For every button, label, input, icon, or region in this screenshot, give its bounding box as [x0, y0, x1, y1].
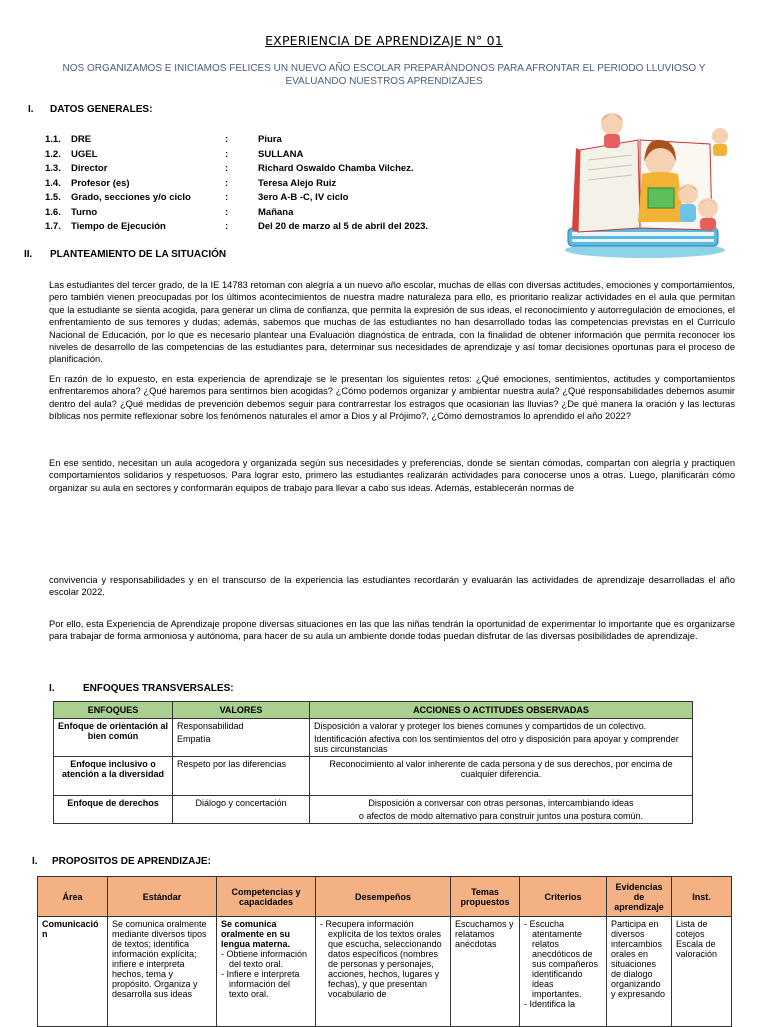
valores-cell — [173, 796, 310, 824]
acciones-cell — [310, 719, 693, 757]
item-value: SULLANA — [258, 148, 304, 160]
column-header: Criterios — [520, 877, 607, 917]
capacidad-text: Obtiene información del texto oral. — [226, 949, 308, 969]
inst-cell — [672, 917, 732, 1027]
item-key: DRE — [71, 134, 92, 145]
propositos-table — [37, 876, 732, 1027]
children-reading-illustration — [560, 100, 730, 260]
desempenos-list — [320, 919, 446, 999]
item-value: Del 20 de marzo al 5 de abril del 2023. — [258, 221, 429, 232]
item-number: 1.6. — [45, 206, 61, 218]
section-label: DATOS GENERALES: — [50, 104, 153, 115]
item-colon: : — [225, 177, 229, 189]
item-number: 1.2. — [45, 148, 61, 160]
item-value: 3ero A-B -C, IV ciclo — [258, 192, 349, 203]
datos-row — [45, 134, 428, 149]
accion-text: o afectos de modo alternativo para construir juntos una postura común. — [358, 811, 644, 821]
accion-text: Disposición a conversar con otras personas, intercambiando ideas — [368, 798, 634, 808]
list-item: - Infiere e interpreta información del texto oral. — [221, 969, 300, 999]
valor-text: Diálogo y concertación — [195, 798, 287, 808]
column-header: Temas propuestos — [451, 877, 520, 917]
section-label: PROPOSITOS DE APRENDIZAJE: — [52, 856, 211, 867]
enfoques-table — [53, 701, 693, 824]
acciones-cell — [310, 796, 693, 824]
accion-text: Disposición a valorar y proteger los bienes comunes y compartidos de un colectivo. — [314, 721, 647, 731]
paragraph-situacion-5: Por ello, esta Experiencia de Aprendizaje propone diversas situaciones en las que las niñas tendrán la oportunidad de experimentar lo importante que es organizarse para trabajar de forma armoniosa y autónoma, para hacer de su aula un ambiente donde todas puedan disfrutar de las diversas posibilidades de aprendizaje. — [49, 619, 735, 642]
list-item: - Recupera información explícita de los textos orales que escucha, seleccionando datos específicos (nombres de personas y personajes, acciones, hechos, lugares y fechas), y que presentan vocabulario de — [320, 919, 442, 999]
item-key: Profesor (es) — [71, 177, 130, 189]
section-number: II. — [24, 249, 33, 260]
section-number: I. — [32, 856, 38, 867]
column-header: Evidencias de aprendizaje — [607, 877, 672, 917]
item-colon: : — [225, 192, 229, 203]
valor-text: Responsabilidad — [177, 721, 244, 731]
enfoque-cell: Enfoque de derechos — [54, 796, 173, 824]
item-number: 1.4. — [45, 177, 61, 189]
item-key: Turno — [71, 206, 98, 218]
column-header: ACCIONES O ACTITUDES OBSERVADAS — [310, 702, 693, 719]
datos-row — [45, 163, 428, 178]
section-enfoques — [49, 683, 234, 694]
datos-row — [45, 207, 428, 222]
datos-row — [45, 221, 428, 236]
item-colon: : — [225, 221, 229, 232]
item-colon: : — [225, 206, 229, 218]
table-header-row — [54, 702, 693, 719]
item-value: Mañana — [258, 206, 294, 218]
evidencias-cell: Participa en diversos intercambios orales en situaciones de dialogo organizando y expresando — [607, 917, 672, 1027]
enfoque-cell: Enfoque inclusivo o atención a la diversidad — [54, 757, 173, 796]
list-item: - Identifica la — [524, 999, 576, 1009]
item-number: 1.5. — [45, 192, 61, 203]
criterio-text: Identifica la — [529, 999, 576, 1009]
area-cell: Comunicación — [38, 917, 108, 1027]
paragraph-situacion-2: En razón de lo expuesto, en esta experiencia de aprendizaje se le presentan los siguientes retos: ¿Qué emociones, sentimientos, actitudes y comportamientos enfrentaremos ahora? ¿Qué haremos para sentirnos bien acogidas? ¿Cómo podemos organizar y ambientar nuestra aula? ¿Qué responsabilidades debemos asumir dentro del aula? ¿Qué medidas de prevención debemos seguir para contrarrestar los estragos que ocasionan las lluvias? ¿De qué manera la oración y las lecturas bíblicas nos permite reflexionar sobre los fenómenos naturales el amor a Dios y al Prójimo?, ¿Cómo demostramos lo aprendido el año 2022? — [49, 374, 735, 422]
acciones-cell — [310, 757, 693, 796]
capacidad-text: Infiere e interpreta información del texto oral. — [226, 969, 300, 999]
item-key: Tiempo de Ejecución — [71, 221, 166, 232]
column-header: Estándar — [108, 877, 217, 917]
datos-generales-list — [45, 134, 428, 236]
item-colon: : — [225, 134, 229, 145]
document-subtitle: NOS ORGANIZAMOS E INICIAMOS FELICES UN NUEVO AÑO ESCOLAR PREPARÁNDONOS PARA AFRONTAR EL PERIODO LLUVIOSO Y EVALUANDO NUESTROS APRENDIZAJES — [62, 63, 706, 87]
item-number: 1.1. — [45, 134, 61, 145]
column-header: ENFOQUES — [54, 702, 173, 719]
valor-text: Empatía — [177, 734, 211, 744]
column-header: Área — [38, 877, 108, 917]
document-title: EXPERIENCIA DE APRENDIZAJE N° 01 — [265, 33, 503, 48]
inst-text: Lista de cotejos — [676, 919, 708, 939]
paragraph-situacion-4: convivencia y responsabilidades y en el transcurso de la experiencia las estudiantes recordarán y evaluarán las actividades de aprendizaje desarrolladas el año escolar 2022. — [49, 575, 735, 598]
list-item: - Escucha atentamente relatos anecdóticos de sus compañeros identificando ideas importantes. — [524, 919, 599, 999]
table-row — [54, 796, 693, 824]
datos-row — [45, 149, 428, 164]
competencias-cell — [217, 917, 316, 1027]
item-colon: : — [225, 148, 229, 160]
paragraph-situacion-3: En ese sentido, necesitan un aula acogedora y organizada según sus necesidades y preferencias, donde se sientan cómodas, compartan con alegría y practiquen comportamientos solidarios y respetuosos. Para lograr esto, primero las estudiantes realizarán actividades para conocerse unos a otras. Luego, planificarán cómo organizar su aula en sectores y conformarán equipos de trabajo para llevar a cabo sus ideas. Además, establecerán normas de — [49, 458, 735, 493]
estandar-cell: Se comunica oralmente mediante diversos tipos de textos; identifica información explícita; infiere e interpreta hechos, tema y propósito. Organiza y desarrolla sus ideas — [108, 917, 217, 1027]
item-number: 1.7. — [45, 221, 61, 232]
section-number: I. — [49, 683, 55, 694]
section-propositos — [32, 856, 211, 867]
item-key: Director — [71, 163, 108, 174]
accion-text: Reconocimiento al valor inherente de cada persona y de sus derechos, por encima de cualquier diferencia. — [329, 759, 673, 779]
column-header: VALORES — [173, 702, 310, 719]
criterios-list — [524, 919, 602, 1009]
capacidades-list — [221, 949, 311, 999]
inst-text: Escala de valoración — [676, 939, 718, 959]
item-value: Teresa Alejo Ruiz — [258, 177, 337, 189]
list-item: - Obtiene información del texto oral. — [221, 949, 308, 969]
table-header-row — [38, 877, 732, 917]
criterios-cell — [520, 917, 607, 1027]
section-label: PLANTEAMIENTO DE LA SITUACIÓN — [50, 249, 227, 260]
section-situacion — [24, 249, 226, 260]
datos-row — [45, 192, 428, 207]
section-number: I. — [28, 104, 34, 115]
column-header: Inst. — [672, 877, 732, 917]
criterio-text: Escucha atentamente relatos anecdóticos de sus compañeros identificando ideas importantes. — [529, 919, 599, 999]
section-datos-generales — [28, 104, 152, 115]
valores-cell — [173, 719, 310, 757]
datos-row — [45, 178, 428, 193]
item-value: Richard Oswaldo Chamba Vilchez. — [258, 163, 414, 174]
table-row — [54, 757, 693, 796]
item-value: Piura — [258, 134, 282, 145]
item-colon: : — [225, 163, 229, 174]
item-key: UGEL — [71, 148, 98, 160]
enfoque-cell: Enfoque de orientación al bien común — [54, 719, 173, 757]
accion-text: Identificación afectiva con los sentimientos del otro y disposición para apoyar y comprender sus circunstancias — [314, 734, 679, 754]
temas-cell: Escuchamos y relatamos anécdotas — [451, 917, 520, 1027]
item-key: Grado, secciones y/o ciclo — [71, 192, 191, 203]
competencia-title: Se comunica oralmente en su lengua materna. — [221, 919, 291, 949]
desempenos-cell — [316, 917, 451, 1027]
desempeno-text: Recupera información explícita de los textos orales que escucha, seleccionando datos específicos (nombres de personas y personajes, acciones, hechos, lugares y fechas), y que presentan vocabulario de — [325, 919, 442, 999]
paragraph-situacion-1: Las estudiantes del tercer grado, de la IE 14783 retornan con alegría a un nuevo año escolar, muchas de ellas con diversas actitudes, emociones y comportamientos, pero también vienen preocupadas por los últimos acontecimientos de nuestra madre naturaleza para ello, es prioritario realizar actividades en el aula que permitan que la estudiante se sienta acogida, para generar un clima de confianza, que permita la expresión de sus ideas, el reconocimiento y autorregulación de emociones, el enfrentamiento de sus temores y dudas; además, sabemos que muchas de las estudiantes no han desarrollado todas las competencias previstas en el Currículo Nacional de Educación, por lo que es necesario plantear una Evaluación diagnóstica de entrada, con la finalidad de obtener información que permita reconocer los niveles de desarrollo de las competencias de las estudiantes para, determinar sus necesidades de aprendizaje y así tomar decisiones oportunas para el proceso de planificación. — [49, 280, 735, 365]
column-header: Desempeños — [316, 877, 451, 917]
valor-text: Respeto por las diferencias — [177, 759, 287, 769]
column-header: Competencias y capacidades — [217, 877, 316, 917]
section-label: ENFOQUES TRANSVERSALES: — [83, 683, 234, 694]
item-number: 1.3. — [45, 163, 61, 174]
valores-cell — [173, 757, 310, 796]
table-row — [38, 917, 732, 1027]
table-row — [54, 719, 693, 757]
